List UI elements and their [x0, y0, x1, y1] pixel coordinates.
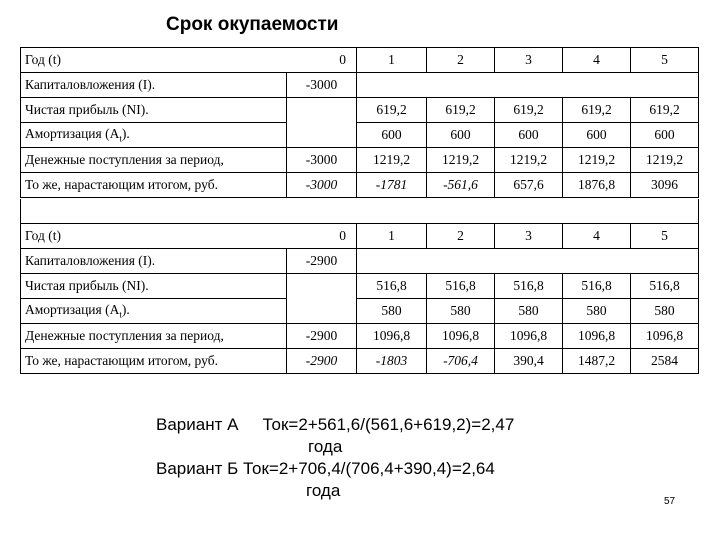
cash-cell: 1219,2	[495, 148, 563, 173]
table-row-cumulative	[21, 173, 699, 198]
cash-cell: 1219,2	[357, 148, 427, 173]
row-label: Денежные поступления за период,	[21, 148, 287, 173]
cumulative-cell: -1781	[357, 173, 427, 198]
row-label: Чистая прибыль (NI).	[21, 274, 287, 299]
variant-a-line	[156, 414, 514, 436]
amortization-cell: 580	[495, 299, 563, 324]
cumulative-cell: -561,6	[427, 173, 495, 198]
row-label: Год (t)	[21, 48, 287, 73]
year-cell: 2	[427, 224, 495, 249]
empty-cell	[287, 98, 357, 148]
profit-cell: 619,2	[631, 98, 699, 123]
cash-cell: 1096,8	[495, 324, 563, 349]
year-cell: 0	[287, 48, 357, 73]
cash-cell: -2900	[287, 324, 357, 349]
table-row-year	[21, 224, 699, 249]
empty-cell	[357, 249, 699, 274]
row-label: Денежные поступления за период,	[21, 324, 287, 349]
variant-a-unit: года	[308, 437, 343, 456]
table-row-net-profit	[21, 274, 699, 299]
amortization-cell: 600	[563, 123, 631, 148]
profit-cell: 619,2	[357, 98, 427, 123]
table-row-investment	[21, 249, 699, 274]
year-cell: 1	[357, 224, 427, 249]
cash-cell: 1219,2	[631, 148, 699, 173]
table-row-cumulative	[21, 349, 699, 374]
cumulative-cell: -3000	[287, 173, 357, 198]
variant-b-unit: года	[306, 481, 341, 500]
variant-b-line: Вариант Б Ток=2+706,4/(706,4+390,4)=2,64	[156, 459, 495, 478]
year-cell: 3	[495, 48, 563, 73]
row-label: Амортизация $(A_t)$.	[21, 299, 287, 324]
profit-cell: 516,8	[631, 274, 699, 299]
cumulative-cell: -706,4	[427, 349, 495, 374]
year-cell: 0	[287, 224, 357, 249]
cash-cell: 1219,2	[427, 148, 495, 173]
payback-formulas	[156, 414, 514, 502]
cash-cell: 1096,8	[357, 324, 427, 349]
table-row-amortization	[21, 299, 699, 324]
amortization-cell: 580	[427, 299, 495, 324]
row-label: Амортизация $(A_t)$.	[21, 123, 287, 148]
empty-cell	[357, 73, 699, 98]
year-cell: 5	[631, 224, 699, 249]
cash-cell: 1219,2	[563, 148, 631, 173]
amortization-cell: 600	[495, 123, 563, 148]
profit-cell: 619,2	[427, 98, 495, 123]
year-cell: 4	[563, 48, 631, 73]
amortization-cell: 580	[357, 299, 427, 324]
page-title: Срок окупаемости	[166, 14, 339, 35]
year-cell: 2	[427, 48, 495, 73]
empty-cell	[287, 274, 357, 324]
year-cell: 4	[563, 224, 631, 249]
cash-cell: 1096,8	[631, 324, 699, 349]
cash-cell: 1096,8	[427, 324, 495, 349]
table-row-cash-flow	[21, 324, 699, 349]
amortization-cell: 580	[563, 299, 631, 324]
cumulative-cell: 390,4	[495, 349, 563, 374]
table-row-year	[21, 48, 699, 73]
profit-cell: 619,2	[563, 98, 631, 123]
profit-cell: 516,8	[563, 274, 631, 299]
investment-cell: -2900	[287, 249, 357, 274]
cumulative-cell: 657,6	[495, 173, 563, 198]
row-label: Чистая прибыль (NI).	[21, 98, 287, 123]
payback-table-variant-a	[20, 47, 699, 198]
table-row-net-profit	[21, 98, 699, 123]
row-label: Год (t)	[21, 224, 287, 249]
table-row-amortization	[21, 123, 699, 148]
cash-cell: -3000	[287, 148, 357, 173]
year-cell: 5	[631, 48, 699, 73]
cash-cell: 1096,8	[563, 324, 631, 349]
cumulative-cell: 3096	[631, 173, 699, 198]
variant-a-formula: Ток=2+561,6/(561,6+619,2)=2,47	[262, 415, 515, 434]
variant-a-label: Вариант А	[156, 415, 239, 434]
row-label: То же, нарастающим итогом, руб.	[21, 173, 287, 198]
profit-cell: 516,8	[357, 274, 427, 299]
amortization-cell: 580	[631, 299, 699, 324]
year-cell: 1	[357, 48, 427, 73]
table-row-cash-flow	[21, 148, 699, 173]
profit-cell: 516,8	[495, 274, 563, 299]
cumulative-cell: 2584	[631, 349, 699, 374]
cumulative-cell: 1876,8	[563, 173, 631, 198]
row-label: Капиталовложения (I).	[21, 73, 287, 98]
row-label: То же, нарастающим итогом, руб.	[21, 349, 287, 374]
table-row-investment	[21, 73, 699, 98]
profit-cell: 619,2	[495, 98, 563, 123]
investment-cell: -3000	[287, 73, 357, 98]
cumulative-cell: 1487,2	[563, 349, 631, 374]
cumulative-cell: -2900	[287, 349, 357, 374]
table-spacer	[20, 199, 699, 223]
amortization-cell: 600	[427, 123, 495, 148]
profit-cell: 516,8	[427, 274, 495, 299]
row-label: Капиталовложения (I).	[21, 249, 287, 274]
amortization-cell: 600	[631, 123, 699, 148]
year-cell: 3	[495, 224, 563, 249]
cumulative-cell: -1803	[357, 349, 427, 374]
page-number: 57	[664, 496, 676, 507]
amortization-cell: 600	[357, 123, 427, 148]
payback-table-variant-b	[20, 223, 699, 374]
